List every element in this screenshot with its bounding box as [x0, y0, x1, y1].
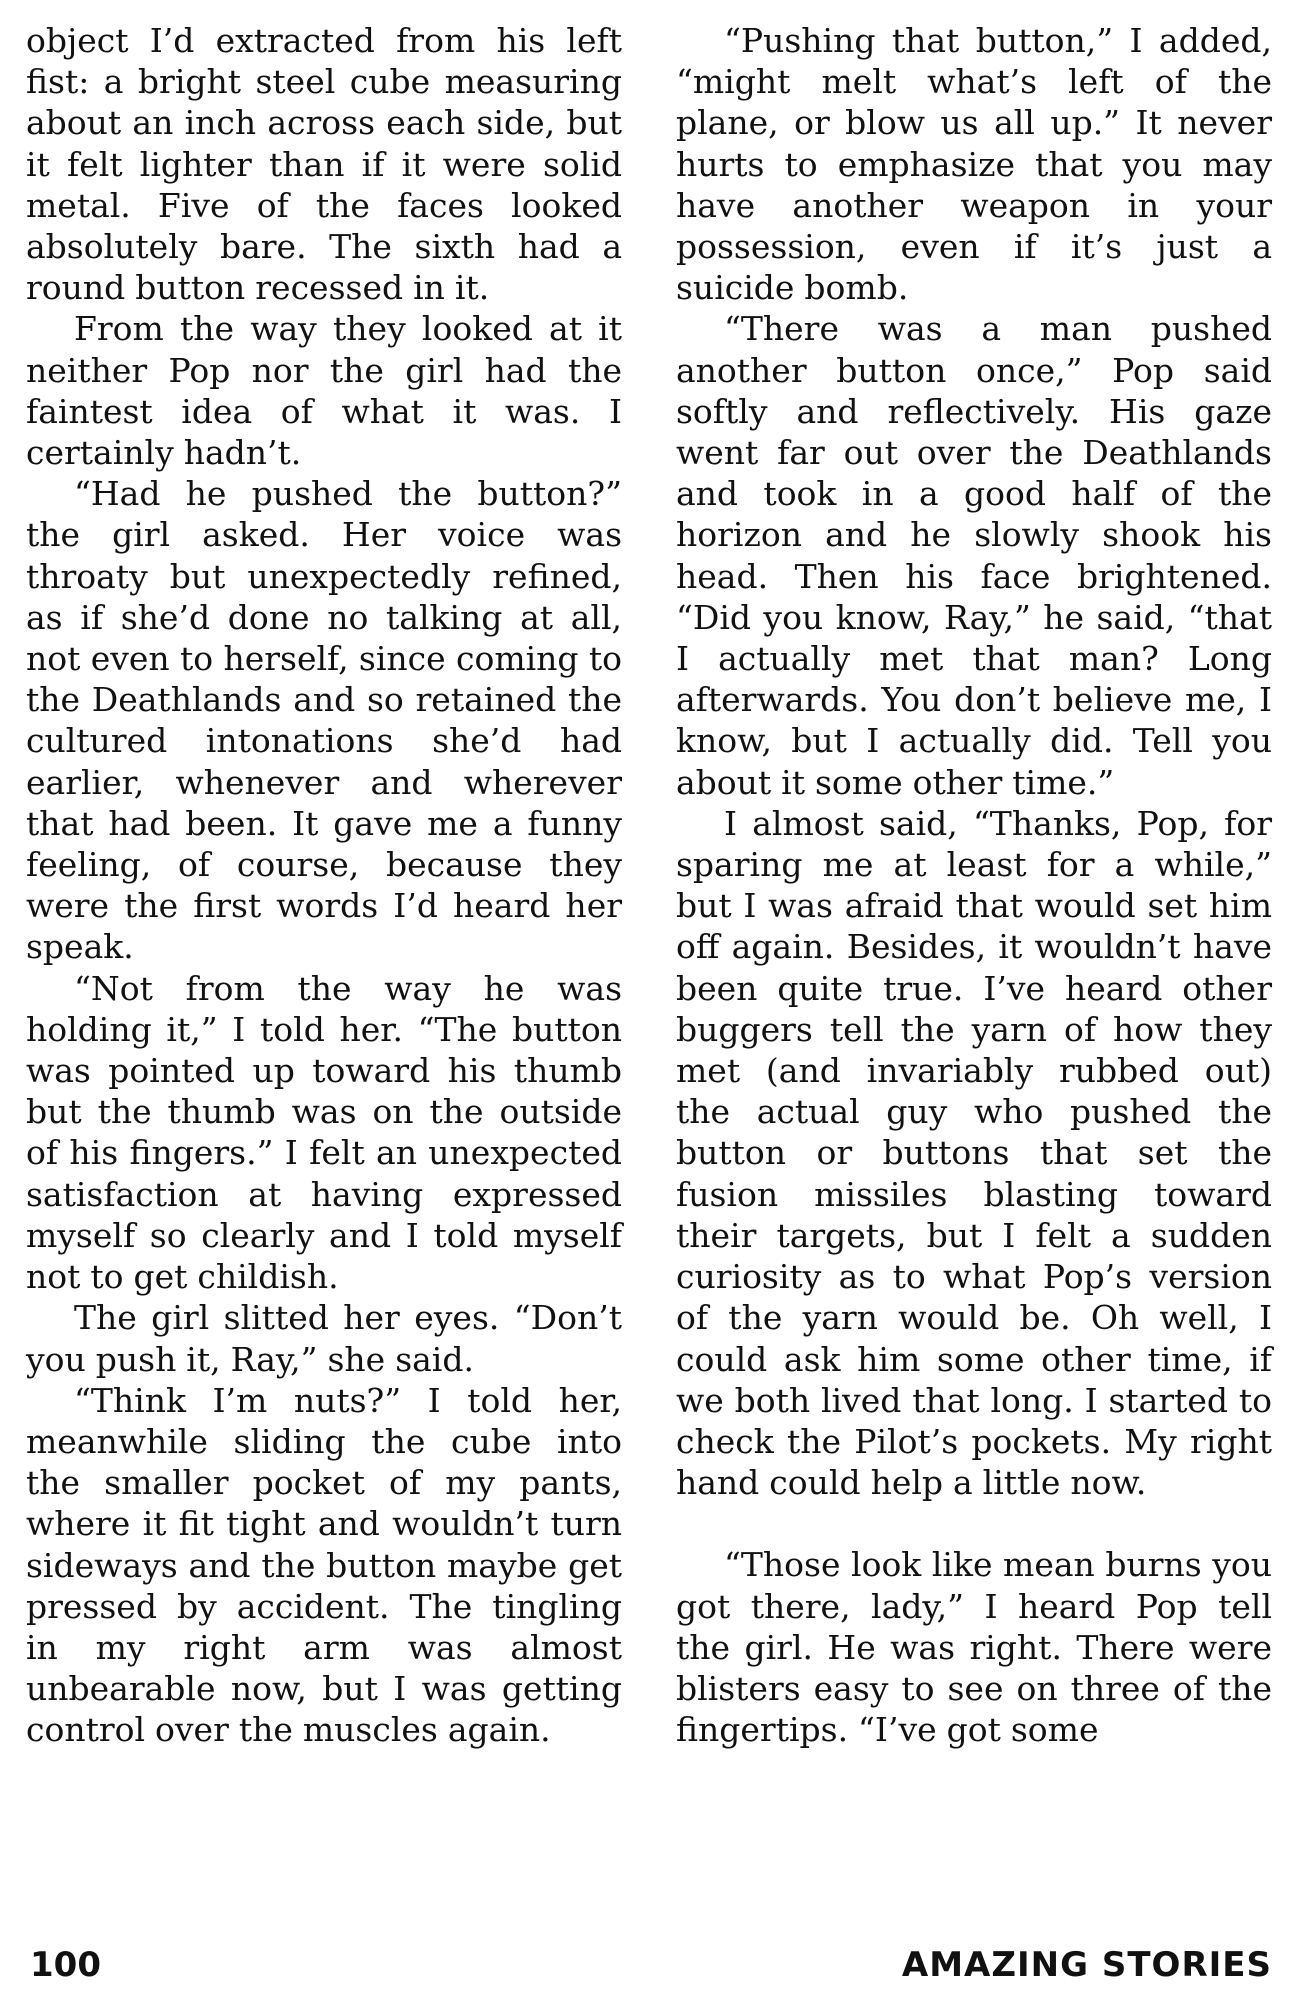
running-head-title: AMAZING STORIES: [901, 1945, 1272, 1985]
section-break: [676, 1503, 1272, 1544]
paragraph: I almost said, “Thanks, Pop, for sparing me at least for a while,” but I was afraid that would set him off again. Besides, it wouldn’t have been quite true. I’ve heard other buggers tell the yarn of how they met (and invariably rubbed out) the actual guy who pushed the button or buttons that set the fusion missiles blasting toward their targets, but I felt a sudden curiosity as to what Pop’s version of the yarn would be. Oh well, I could ask him some other time, if we both lived that long. I started to check the Pilot’s pockets. My right hand could help a little now.: [676, 803, 1272, 1503]
paragraph: “Those look like mean burns you got there, lady,” I heard Pop tell the girl. He was right. There were blisters easy to see on three of the fingertips. “I’ve got some: [676, 1545, 1272, 1750]
paragraph: From the way they looked at it neither Pop nor the girl had the faintest idea of what it was. I certainly hadn’t.: [26, 309, 622, 473]
left-column: [26, 20, 622, 1751]
paragraph: object I’d extracted from his left fist: a bright steel cube measuring about an inch across each side, but it felt lighter than if it were solid metal. Five of the faces looked absolutely bare. The sixth had a round button recessed in it.: [26, 21, 622, 308]
paragraph: “Think I’m nuts?” I told her, meanwhile sliding the cube into the smaller pocket of my pants, where it fit tight and wouldn’t turn sideways and the button maybe get pressed by accident. The tingling in my right arm was almost unbearable now, but I was getting control over the muscles again.: [26, 1380, 622, 1750]
page-number: 100: [30, 1945, 101, 1985]
paragraph: “Pushing that button,” I added, “might melt what’s left of the plane, or blow us all up.” It never hurts to emphasize that you may have another weapon in your possession, even if it’s just a suicide bomb.: [676, 21, 1272, 308]
paragraph: “Had he pushed the button?” the girl asked. Her voice was throaty but unexpectedly refined, as if she’d done no talking at all, not even to herself, since coming to the Deathlands and so retained the cultured intonations she’d had earlier, whenever and wherever that had been. It gave me a funny feeling, of course, because they were the first words I’d heard her speak.: [26, 474, 622, 967]
right-column: [676, 20, 1272, 1750]
paragraph: “There was a man pushed another button once,” Pop said softly and reflectively. His gaze went far out over the Deathlands and took in a good half of the horizon and he slowly shook his head. Then his face brightened. “Did you know, Ray,” he said, “that I actually met that man? Long afterwards. You don’t believe me, I know, but I actually did. Tell you about it some other time.”: [676, 309, 1272, 802]
paragraph: “Not from the way he was holding it,” I told her. “The button was pointed up toward his thumb but the thumb was on the outside of his fingers.” I felt an unexpected satisfaction at having expressed myself so clearly and I told myself not to get childish.: [26, 968, 622, 1297]
paragraph: The girl slitted her eyes. “Don’t you push it, Ray,” she said.: [26, 1298, 622, 1379]
